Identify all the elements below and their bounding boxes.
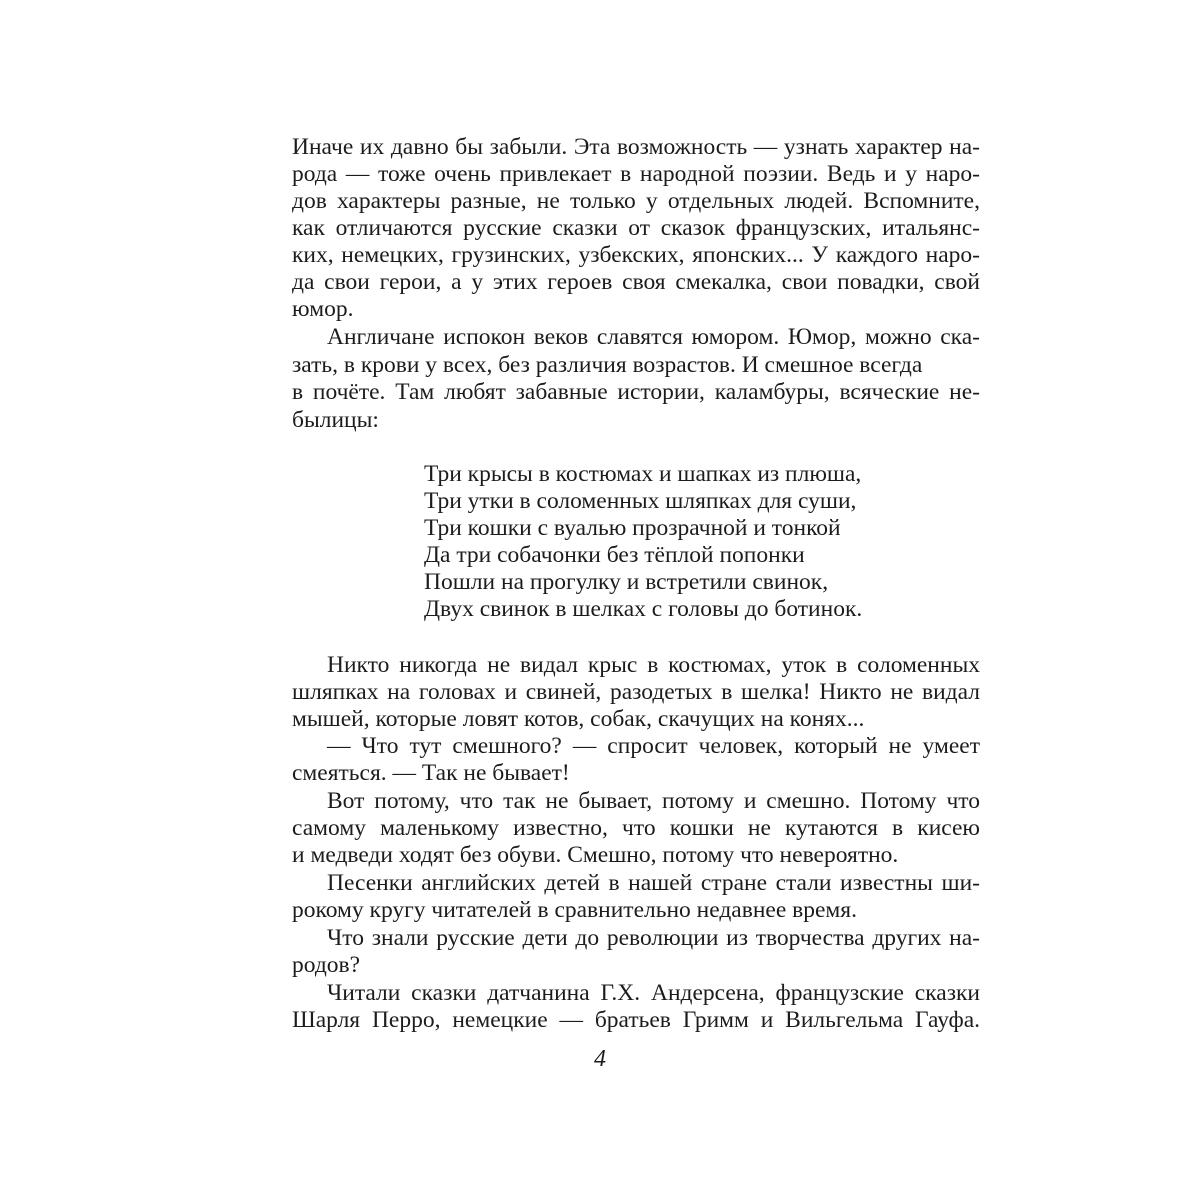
paragraph-2-line-3: в почёте. Там любят забавные истории, каламбуры, всяческие не-	[292, 379, 980, 405]
paragraph-5-line-3: и медведи ходят без обуви. Смешно, потому что невероятно.	[292, 842, 899, 868]
paragraph-4-line-2: смеяться. — Так не бывает!	[292, 760, 570, 786]
paragraph-2-line-1: Англичане испокон веков славятся юмором. Юмор, можно ска-	[327, 324, 980, 350]
paragraph-1-line-4: как отличаются русские сказки от сказок французских, итальянс-	[292, 215, 980, 241]
paragraph-6-line-1: Песенки английских детей в нашей стране стали известны ши-	[327, 870, 980, 896]
paragraph-1-line-2: рода — тоже очень привлекает в народной поэзии. Ведь и у наро-	[292, 161, 980, 187]
paragraph-2-line-4: былицы:	[292, 407, 379, 433]
paragraph-7-line-2: родов?	[292, 952, 361, 978]
paragraph-8-line-2: Шарля Перро, немецкие — братьев Гримм и Вильгельма Гауфа.	[292, 1007, 980, 1033]
paragraph-6-line-2: рокому кругу читателей в сравнительно недавнее время.	[292, 897, 857, 923]
paragraph-3-line-3: мышей, которые ловят котов, собак, скачущих на конях...	[292, 706, 865, 732]
paragraph-5-line-2: самому маленькому известно, что кошки не кутаются в кисею	[292, 815, 980, 841]
verse-line-3: Три кошки с вуалью прозрачной и тонкой	[424, 515, 841, 541]
paragraph-1-line-1: Иначе их давно бы забыли. Эта возможность — узнать характер на-	[292, 134, 980, 160]
page-number: 4	[594, 1046, 606, 1072]
paragraph-1-line-7: юмор.	[292, 296, 354, 322]
verse-line-6: Двух свинок в шелках с головы до ботинок.	[424, 596, 863, 622]
paragraph-5-line-1: Вот потому, что так не бывает, потому и смешно. Потому что	[327, 788, 980, 814]
paragraph-3-line-1: Никто никогда не видал крыс в костюмах, уток в соломенных	[327, 652, 980, 678]
paragraph-3-line-2: шляпках на головах и свиней, разодетых в шелка! Никто не видал	[292, 679, 980, 705]
paragraph-1-line-5: ких, немецких, грузинских, узбекских, японских... У каждого наро-	[292, 242, 980, 268]
paragraph-4-line-1: — Что тут смешного? — спросит человек, который не умеет	[327, 733, 980, 759]
verse-line-1: Три крысы в костюмах и шапках из плюша,	[424, 461, 862, 487]
paragraph-2-line-2: зать, в крови у всех, без различия возрастов. И смешное всегда	[292, 352, 923, 378]
verse-line-2: Три утки в соломенных шляпках для суши,	[424, 488, 857, 514]
verse-line-5: Пошли на прогулку и встретили свинок,	[424, 569, 829, 595]
paragraph-1-line-6: да свои герои, а у этих героев своя смекалка, свои повадки, свой	[292, 269, 980, 295]
paragraph-8-line-1: Читали сказки датчанина Г.Х. Андерсена, французские сказки	[327, 980, 980, 1006]
paragraph-1-line-3: дов характеры разные, не только у отдельных людей. Вспомните,	[292, 188, 980, 214]
paragraph-7-line-1: Что знали русские дети до революции из творчества других на-	[327, 925, 980, 951]
verse-line-4: Да три собачонки без тёплой попонки	[424, 542, 805, 568]
